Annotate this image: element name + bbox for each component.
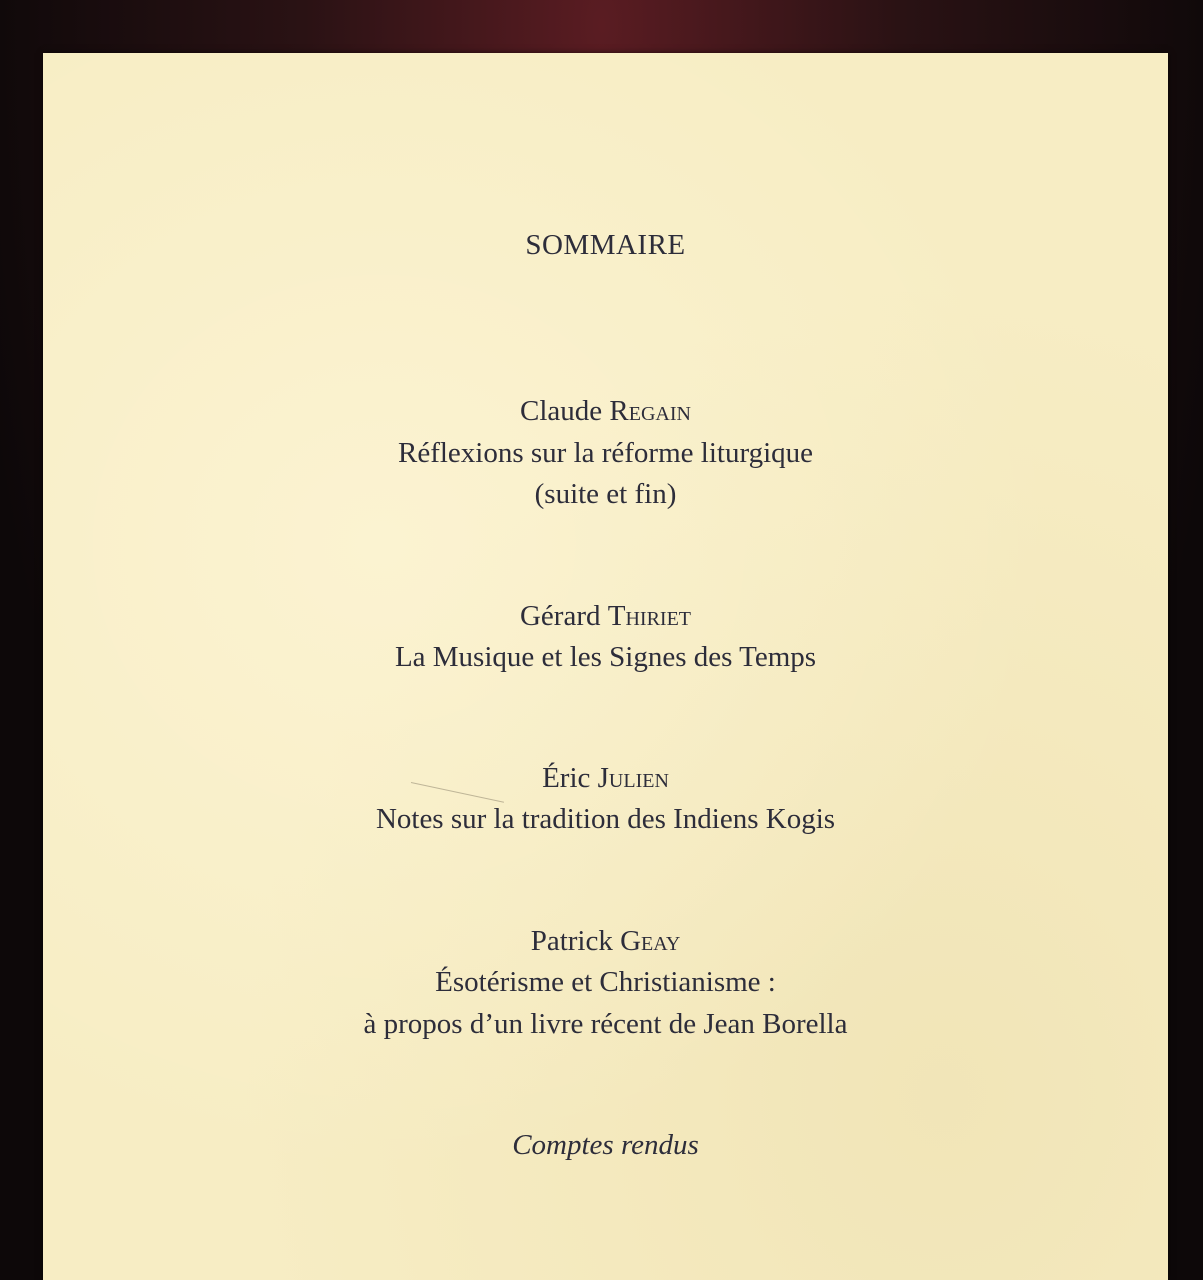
entry-title-line: La Musique et les Signes des Temps	[394, 641, 817, 673]
author-first-name: Patrick	[530, 925, 613, 957]
entry-author	[43, 598, 1168, 634]
author-last-name: Regain	[609, 395, 691, 427]
entry-author	[43, 760, 1168, 796]
entry-author	[43, 393, 1168, 429]
page-title: SOMMAIRE	[525, 229, 686, 261]
entry-title-line: Réflexions sur la réforme liturgique	[397, 437, 814, 469]
author-first-name: Éric	[542, 762, 591, 794]
entry-title-line: Ésotérisme et Christianisme :	[435, 966, 776, 998]
author-last-name: Julien	[597, 762, 669, 794]
entry-title-line: (suite et fin)	[534, 478, 677, 510]
author-last-name: Thiriet	[607, 600, 692, 632]
author-first-name: Claude	[520, 395, 603, 427]
comptes-rendus: Comptes rendus	[512, 1129, 699, 1161]
entry-author	[43, 923, 1168, 959]
document-page	[43, 53, 1168, 1280]
author-first-name: Gérard	[519, 600, 601, 632]
entry-title-line: à propos d’un livre récent de Jean Borella	[363, 1008, 848, 1040]
author-last-name: Geay	[620, 925, 681, 957]
entry-title-line: Notes sur la tradition des Indiens Kogis	[375, 803, 836, 835]
